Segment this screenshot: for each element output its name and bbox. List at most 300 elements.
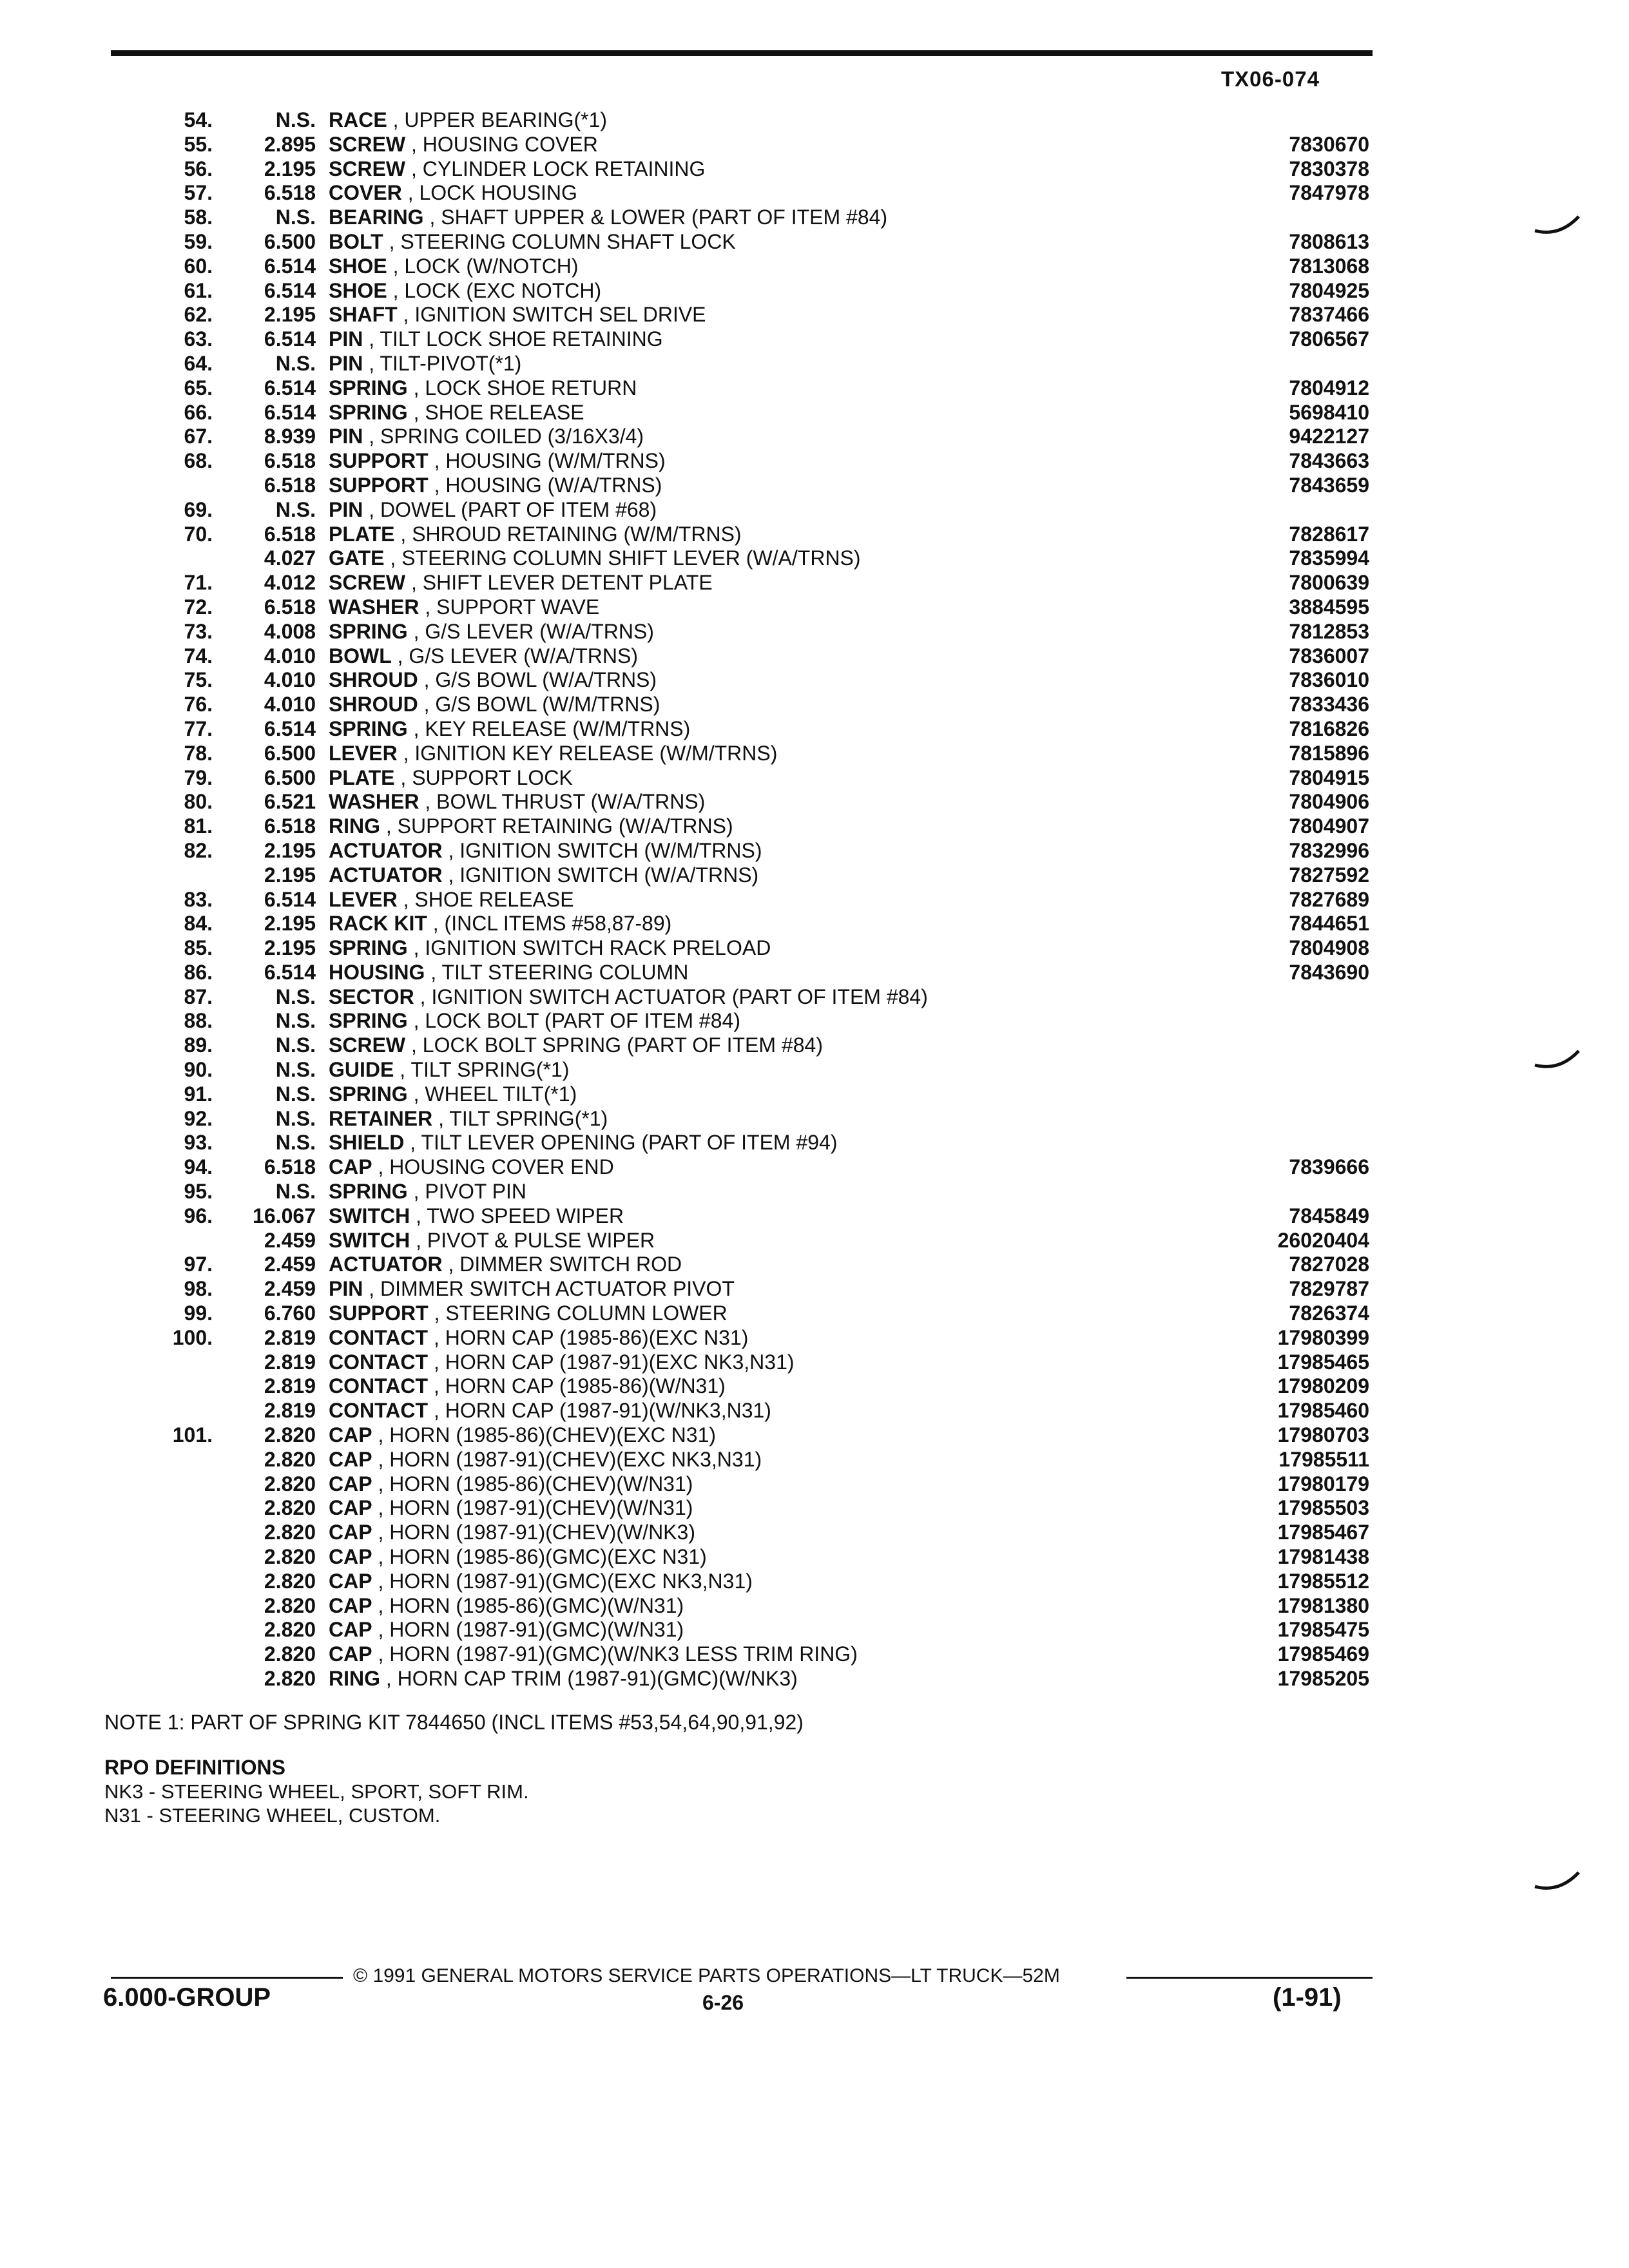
part-row xyxy=(122,790,1379,814)
part-number: 7800639 xyxy=(1289,571,1369,595)
name-separator: , xyxy=(428,1302,446,1325)
name-separator: , xyxy=(428,1399,445,1423)
rpo-definitions xyxy=(104,1756,529,1827)
part-row xyxy=(122,985,1379,1010)
name-separator: , xyxy=(363,497,381,521)
item-number: 77. xyxy=(184,716,213,740)
part-row xyxy=(122,961,1379,985)
name-separator: , xyxy=(372,1472,390,1495)
part-name: CONTACT xyxy=(329,1325,429,1349)
group-number: 6.518 xyxy=(264,1155,316,1179)
part-detail: HOUSING (W/A/TRNS) xyxy=(445,473,662,497)
part-number: 7815896 xyxy=(1289,741,1369,765)
part-detail: DIMMER SWITCH ACTUATOR PIVOT xyxy=(380,1277,735,1301)
item-number: 64. xyxy=(184,351,213,375)
part-row xyxy=(122,1545,1379,1570)
part-number: 7806567 xyxy=(1289,327,1369,351)
part-name: RING xyxy=(329,814,380,838)
part-name: CAP xyxy=(329,1642,372,1666)
name-separator: , xyxy=(363,1277,381,1301)
group-number: 6.514 xyxy=(264,376,316,399)
part-number: 7843663 xyxy=(1289,449,1369,473)
name-separator: , xyxy=(432,1106,450,1130)
part-number: 7816826 xyxy=(1289,716,1369,740)
part-number: 7830378 xyxy=(1289,157,1369,180)
part-number: 7827592 xyxy=(1289,863,1369,887)
part-detail: HORN (1985-86)(CHEV)(EXC N31) xyxy=(389,1423,717,1447)
part-detail: CYLINDER LOCK RETAINING xyxy=(422,157,706,180)
part-row xyxy=(122,425,1379,449)
part-description xyxy=(329,571,1360,595)
part-row xyxy=(122,571,1379,595)
part-description xyxy=(329,376,1360,401)
part-name: PIN xyxy=(329,1277,363,1301)
rpo-line-n31: N31 - STEERING WHEEL, CUSTOM. xyxy=(104,1804,441,1827)
item-number: 94. xyxy=(184,1155,213,1179)
name-separator: , xyxy=(407,1082,425,1106)
part-name: PLATE xyxy=(329,765,395,789)
margin-check-mark xyxy=(1534,1869,1585,1894)
item-number: 73. xyxy=(184,619,213,643)
name-separator: , xyxy=(442,1253,460,1276)
part-number: 7844651 xyxy=(1289,912,1369,936)
part-row xyxy=(122,717,1379,742)
part-detail: SUPPORT RETAINING (W/A/TRNS) xyxy=(397,814,733,838)
part-name: COVER xyxy=(329,181,402,205)
name-separator: , xyxy=(442,863,460,887)
group-number: 2.819 xyxy=(264,1325,316,1349)
part-row xyxy=(122,1082,1379,1107)
footer-rule-right xyxy=(1126,1977,1373,1979)
item-number: 86. xyxy=(184,960,213,984)
part-name: SCREW xyxy=(329,132,406,156)
name-separator: , xyxy=(372,1642,390,1666)
name-separator: , xyxy=(407,936,425,960)
part-number: 17980703 xyxy=(1277,1423,1369,1447)
part-description xyxy=(329,1350,1360,1375)
part-number: 17985475 xyxy=(1277,1618,1369,1642)
part-description xyxy=(329,449,1360,474)
part-description xyxy=(329,1472,1360,1497)
item-number: 63. xyxy=(184,327,213,351)
part-row xyxy=(122,1350,1379,1375)
part-name: BOWL xyxy=(329,644,392,668)
name-separator: , xyxy=(372,1496,390,1520)
part-name: ACTUATOR xyxy=(329,1253,443,1276)
part-description xyxy=(329,279,1360,303)
part-detail: IGNITION SWITCH RACK PRELOAD xyxy=(425,936,771,960)
part-detail: KEY RELEASE (W/M/TRNS) xyxy=(425,716,691,740)
item-number: 54. xyxy=(184,108,213,131)
part-name: RING xyxy=(329,1667,380,1690)
part-description xyxy=(329,1302,1360,1326)
part-detail: TILT LOCK SHOE RETAINING xyxy=(380,327,663,351)
name-separator: , xyxy=(363,425,381,448)
part-detail: TILT SPRING(*1) xyxy=(410,1058,570,1082)
name-separator: , xyxy=(418,668,436,692)
part-number: 7837466 xyxy=(1289,303,1369,327)
part-row xyxy=(122,206,1379,230)
part-description xyxy=(329,1374,1360,1399)
name-separator: , xyxy=(372,1521,390,1544)
name-separator: , xyxy=(380,814,398,838)
part-description xyxy=(329,401,1360,425)
part-name: PIN xyxy=(329,351,363,375)
part-name: HOUSING xyxy=(329,960,425,984)
part-row xyxy=(122,693,1379,717)
part-name: CONTACT xyxy=(329,1374,429,1398)
part-number: 7835994 xyxy=(1289,546,1369,570)
part-description xyxy=(329,230,1360,255)
part-description xyxy=(329,474,1360,498)
part-description xyxy=(329,1131,1360,1155)
name-separator: , xyxy=(372,1618,390,1642)
group-number: 6.514 xyxy=(264,400,316,424)
part-number: 17980179 xyxy=(1277,1472,1369,1495)
part-name: GATE xyxy=(329,546,385,570)
group-number: 6.500 xyxy=(264,229,316,253)
part-detail: SHIFT LEVER DETENT PLATE xyxy=(422,571,713,595)
name-separator: , xyxy=(372,1155,390,1179)
part-description xyxy=(329,766,1360,791)
top-rule xyxy=(111,50,1373,56)
item-number: 67. xyxy=(184,425,213,448)
part-detail: BOWL THRUST (W/A/TRNS) xyxy=(436,790,706,814)
part-detail: HORN (1987-91)(CHEV)(W/NK3) xyxy=(389,1521,695,1544)
part-name: SWITCH xyxy=(329,1228,410,1252)
name-separator: , xyxy=(428,473,446,497)
part-detail: TILT STEERING COLUMN xyxy=(441,960,689,984)
item-number: 87. xyxy=(184,985,213,1008)
item-number: 61. xyxy=(184,278,213,302)
item-number: 83. xyxy=(184,887,213,911)
part-description xyxy=(329,1594,1360,1619)
part-name: CAP xyxy=(329,1618,372,1642)
item-number: 70. xyxy=(184,522,213,546)
part-name: SHAFT xyxy=(329,303,398,327)
name-separator: , xyxy=(397,303,415,327)
item-number: 100. xyxy=(172,1325,213,1349)
name-separator: , xyxy=(372,1447,390,1471)
part-detail: SHOE RELEASE xyxy=(425,400,584,424)
parts-list xyxy=(122,108,1379,1691)
part-name: SCREW xyxy=(329,157,406,180)
item-number: 57. xyxy=(184,181,213,205)
part-detail: WHEEL TILT(*1) xyxy=(425,1082,577,1106)
part-detail: HORN (1985-86)(GMC)(EXC N31) xyxy=(389,1545,707,1569)
part-detail: HOUSING (W/M/TRNS) xyxy=(445,449,666,473)
part-detail: LOCK BOLT SPRING (PART OF ITEM #84) xyxy=(422,1033,823,1057)
part-name: SCREW xyxy=(329,1033,406,1057)
name-separator: , xyxy=(405,132,423,156)
part-description xyxy=(329,693,1360,717)
name-separator: , xyxy=(419,595,437,619)
part-number: 7804906 xyxy=(1289,790,1369,814)
part-row xyxy=(122,255,1379,279)
item-number: 99. xyxy=(184,1302,213,1325)
name-separator: , xyxy=(428,1350,445,1374)
part-detail: LOCK HOUSING xyxy=(419,181,577,205)
part-row xyxy=(122,595,1379,620)
group-number: 2.820 xyxy=(264,1496,316,1520)
part-number: 7804925 xyxy=(1289,278,1369,302)
group-number: 6.514 xyxy=(264,278,316,302)
part-detail: DIMMER SWITCH ROD xyxy=(459,1253,682,1276)
group-number: N.S. xyxy=(275,497,316,521)
margin-check-mark xyxy=(1534,1047,1585,1073)
name-separator: , xyxy=(387,254,405,278)
part-detail: G/S BOWL (W/M/TRNS) xyxy=(435,693,660,716)
part-description xyxy=(329,1009,1360,1033)
group-number: N.S. xyxy=(275,1082,316,1106)
name-separator: , xyxy=(405,571,423,595)
part-number: 17985465 xyxy=(1277,1350,1369,1374)
part-description xyxy=(329,1545,1360,1570)
part-name: WASHER xyxy=(329,595,419,619)
part-description xyxy=(329,108,1360,133)
group-number: 2.195 xyxy=(264,863,316,887)
footer-rule-left xyxy=(111,1977,343,1979)
part-number: 9422127 xyxy=(1289,425,1369,448)
group-number: 2.820 xyxy=(264,1545,316,1569)
part-row xyxy=(122,474,1379,498)
part-name: PLATE xyxy=(329,522,395,546)
part-row xyxy=(122,1302,1379,1326)
part-row xyxy=(122,888,1379,912)
part-number: 7827028 xyxy=(1289,1253,1369,1276)
part-name: CAP xyxy=(329,1569,372,1593)
part-name: SECTOR xyxy=(329,985,414,1008)
part-description xyxy=(329,717,1360,742)
part-number: 7828617 xyxy=(1289,522,1369,546)
part-detail: IGNITION SWITCH (W/M/TRNS) xyxy=(459,838,762,862)
part-description xyxy=(329,620,1360,644)
item-number: 101. xyxy=(172,1423,213,1447)
part-row xyxy=(122,814,1379,839)
part-number: 17985460 xyxy=(1277,1399,1369,1423)
group-number: 6.518 xyxy=(264,473,316,497)
group-number: 4.010 xyxy=(264,668,316,692)
part-name: SHIELD xyxy=(329,1131,405,1155)
part-row xyxy=(122,1204,1379,1229)
part-description xyxy=(329,1496,1360,1521)
part-name: SUPPORT xyxy=(329,449,429,473)
rpo-heading: RPO DEFINITIONS xyxy=(104,1756,285,1779)
part-row xyxy=(122,133,1379,157)
part-description xyxy=(329,644,1360,669)
part-detail: HORN (1987-91)(GMC)(W/NK3 LESS TRIM RING) xyxy=(389,1642,858,1666)
group-number: N.S. xyxy=(275,108,316,131)
part-detail: SHROUD RETAINING (W/M/TRNS) xyxy=(412,522,742,546)
group-number: 6.514 xyxy=(264,960,316,984)
part-row xyxy=(122,1496,1379,1521)
name-separator: , xyxy=(394,1058,411,1082)
part-description xyxy=(329,303,1360,327)
part-number: 17980209 xyxy=(1277,1374,1369,1398)
part-description xyxy=(329,1253,1360,1277)
part-name: CAP xyxy=(329,1496,372,1520)
part-row xyxy=(122,157,1379,182)
part-description xyxy=(329,888,1360,912)
group-number: 2.819 xyxy=(264,1374,316,1398)
part-description xyxy=(329,1229,1360,1253)
part-description xyxy=(329,961,1360,985)
part-number: 7836007 xyxy=(1289,644,1369,668)
part-description xyxy=(329,523,1360,547)
part-description xyxy=(329,790,1360,814)
item-number: 75. xyxy=(184,668,213,692)
part-number: 17980399 xyxy=(1277,1325,1369,1349)
part-detail: TILT LEVER OPENING (PART OF ITEM #94) xyxy=(421,1131,838,1155)
part-number: 7845849 xyxy=(1289,1204,1369,1227)
part-row xyxy=(122,1521,1379,1545)
part-row xyxy=(122,1448,1379,1472)
part-row xyxy=(122,936,1379,961)
part-detail: LOCK SHOE RETURN xyxy=(425,376,637,399)
part-row xyxy=(122,1253,1379,1277)
part-row xyxy=(122,1594,1379,1619)
part-description xyxy=(329,936,1360,961)
part-row xyxy=(122,108,1379,133)
part-description xyxy=(329,839,1360,863)
part-number: 7832996 xyxy=(1289,838,1369,862)
part-description xyxy=(329,1618,1360,1642)
copyright: © 1991 GENERAL MOTORS SERVICE PARTS OPERATIONS—LT TRUCK—52M xyxy=(353,1965,1060,1986)
item-number: 91. xyxy=(184,1082,213,1106)
name-separator: , xyxy=(397,887,415,911)
group-number: 6.518 xyxy=(264,181,316,205)
group-number: 4.012 xyxy=(264,571,316,595)
part-number: 26020404 xyxy=(1277,1228,1369,1252)
part-detail: LOCK (W/NOTCH) xyxy=(404,254,579,278)
part-row xyxy=(122,449,1379,474)
part-detail: IGNITION KEY RELEASE (W/M/TRNS) xyxy=(414,741,778,765)
name-separator: , xyxy=(401,181,419,205)
part-number: 17981438 xyxy=(1277,1545,1369,1569)
part-description xyxy=(329,1423,1360,1448)
group-number: N.S. xyxy=(275,985,316,1008)
part-name: SUPPORT xyxy=(329,473,429,497)
item-number: 72. xyxy=(184,595,213,619)
part-row xyxy=(122,376,1379,401)
item-number: 89. xyxy=(184,1033,213,1057)
group-number: 6.521 xyxy=(264,790,316,814)
part-row xyxy=(122,181,1379,206)
part-row xyxy=(122,1472,1379,1497)
group-number: N.S. xyxy=(275,351,316,375)
part-detail: HORN CAP (1985-86)(W/N31) xyxy=(445,1374,726,1398)
group-number: 6.518 xyxy=(264,814,316,838)
part-row xyxy=(122,668,1379,693)
name-separator: , xyxy=(405,1033,423,1057)
part-description xyxy=(329,863,1360,888)
group-number: N.S. xyxy=(275,1180,316,1204)
part-name: SPRING xyxy=(329,619,408,643)
part-description xyxy=(329,1058,1360,1082)
item-number: 96. xyxy=(184,1204,213,1227)
part-description xyxy=(329,742,1360,766)
part-detail: HORN (1987-91)(CHEV)(W/N31) xyxy=(389,1496,693,1520)
part-detail: DOWEL (PART OF ITEM #68) xyxy=(380,497,657,521)
part-row xyxy=(122,1058,1379,1082)
part-description xyxy=(329,157,1360,182)
part-name: SPRING xyxy=(329,1009,408,1033)
item-number: 60. xyxy=(184,254,213,278)
part-number: 7804912 xyxy=(1289,376,1369,399)
name-separator: , xyxy=(387,108,405,131)
part-row xyxy=(122,230,1379,255)
part-detail: STEERING COLUMN SHIFT LEVER (W/A/TRNS) xyxy=(401,546,861,570)
part-number: 7839666 xyxy=(1289,1155,1369,1179)
group-number: 2.820 xyxy=(264,1569,316,1593)
part-number: 7812853 xyxy=(1289,619,1369,643)
name-separator: , xyxy=(407,619,425,643)
group-number: 6.500 xyxy=(264,765,316,789)
name-separator: , xyxy=(423,206,441,229)
part-row xyxy=(122,523,1379,547)
group-number: 4.008 xyxy=(264,619,316,643)
part-name: RACE xyxy=(329,108,387,131)
name-separator: , xyxy=(418,693,436,716)
part-number: 7847978 xyxy=(1289,181,1369,205)
part-number: 7826374 xyxy=(1289,1302,1369,1325)
group-number: 2.195 xyxy=(264,838,316,862)
part-row xyxy=(122,1033,1379,1058)
group-number: 2.195 xyxy=(264,912,316,936)
part-detail: HORN CAP TRIM (1987-91)(GMC)(W/NK3) xyxy=(397,1667,798,1690)
item-number: 88. xyxy=(184,1009,213,1033)
part-row xyxy=(122,1667,1379,1691)
group-number: 2.820 xyxy=(264,1447,316,1471)
group-number: 4.010 xyxy=(264,644,316,668)
group-number: 2.459 xyxy=(264,1253,316,1276)
name-separator: , xyxy=(425,960,442,984)
group-number: 8.939 xyxy=(264,425,316,448)
part-number: 7843690 xyxy=(1289,960,1369,984)
part-row xyxy=(122,766,1379,791)
part-name: SWITCH xyxy=(329,1204,410,1227)
part-detail: LOCK (EXC NOTCH) xyxy=(404,278,602,302)
part-description xyxy=(329,1642,1360,1667)
part-name: PIN xyxy=(329,425,363,448)
item-number: 74. xyxy=(184,644,213,668)
group-number: N.S. xyxy=(275,1058,316,1082)
part-name: SHROUD xyxy=(329,668,418,692)
part-number: 5698410 xyxy=(1289,400,1369,424)
name-separator: , xyxy=(414,985,432,1008)
group-number: 2.195 xyxy=(264,303,316,327)
part-name: PIN xyxy=(329,327,363,351)
part-row xyxy=(122,912,1379,936)
group-number: 2.195 xyxy=(264,157,316,180)
item-number: 59. xyxy=(184,229,213,253)
part-row xyxy=(122,1180,1379,1204)
part-description xyxy=(329,181,1360,206)
name-separator: , xyxy=(428,1325,445,1349)
part-detail: PIVOT & PULSE WIPER xyxy=(427,1228,655,1252)
part-name: WASHER xyxy=(329,790,419,814)
group-number: N.S. xyxy=(275,1009,316,1033)
item-number: 56. xyxy=(184,157,213,180)
part-row xyxy=(122,352,1379,376)
group-number: 2.195 xyxy=(264,936,316,960)
part-detail: HORN (1985-86)(GMC)(W/N31) xyxy=(389,1593,684,1617)
item-number: 55. xyxy=(184,132,213,156)
part-description xyxy=(329,1399,1360,1423)
part-name: SUPPORT xyxy=(329,1302,429,1325)
name-separator: , xyxy=(407,716,425,740)
part-name: CAP xyxy=(329,1155,372,1179)
